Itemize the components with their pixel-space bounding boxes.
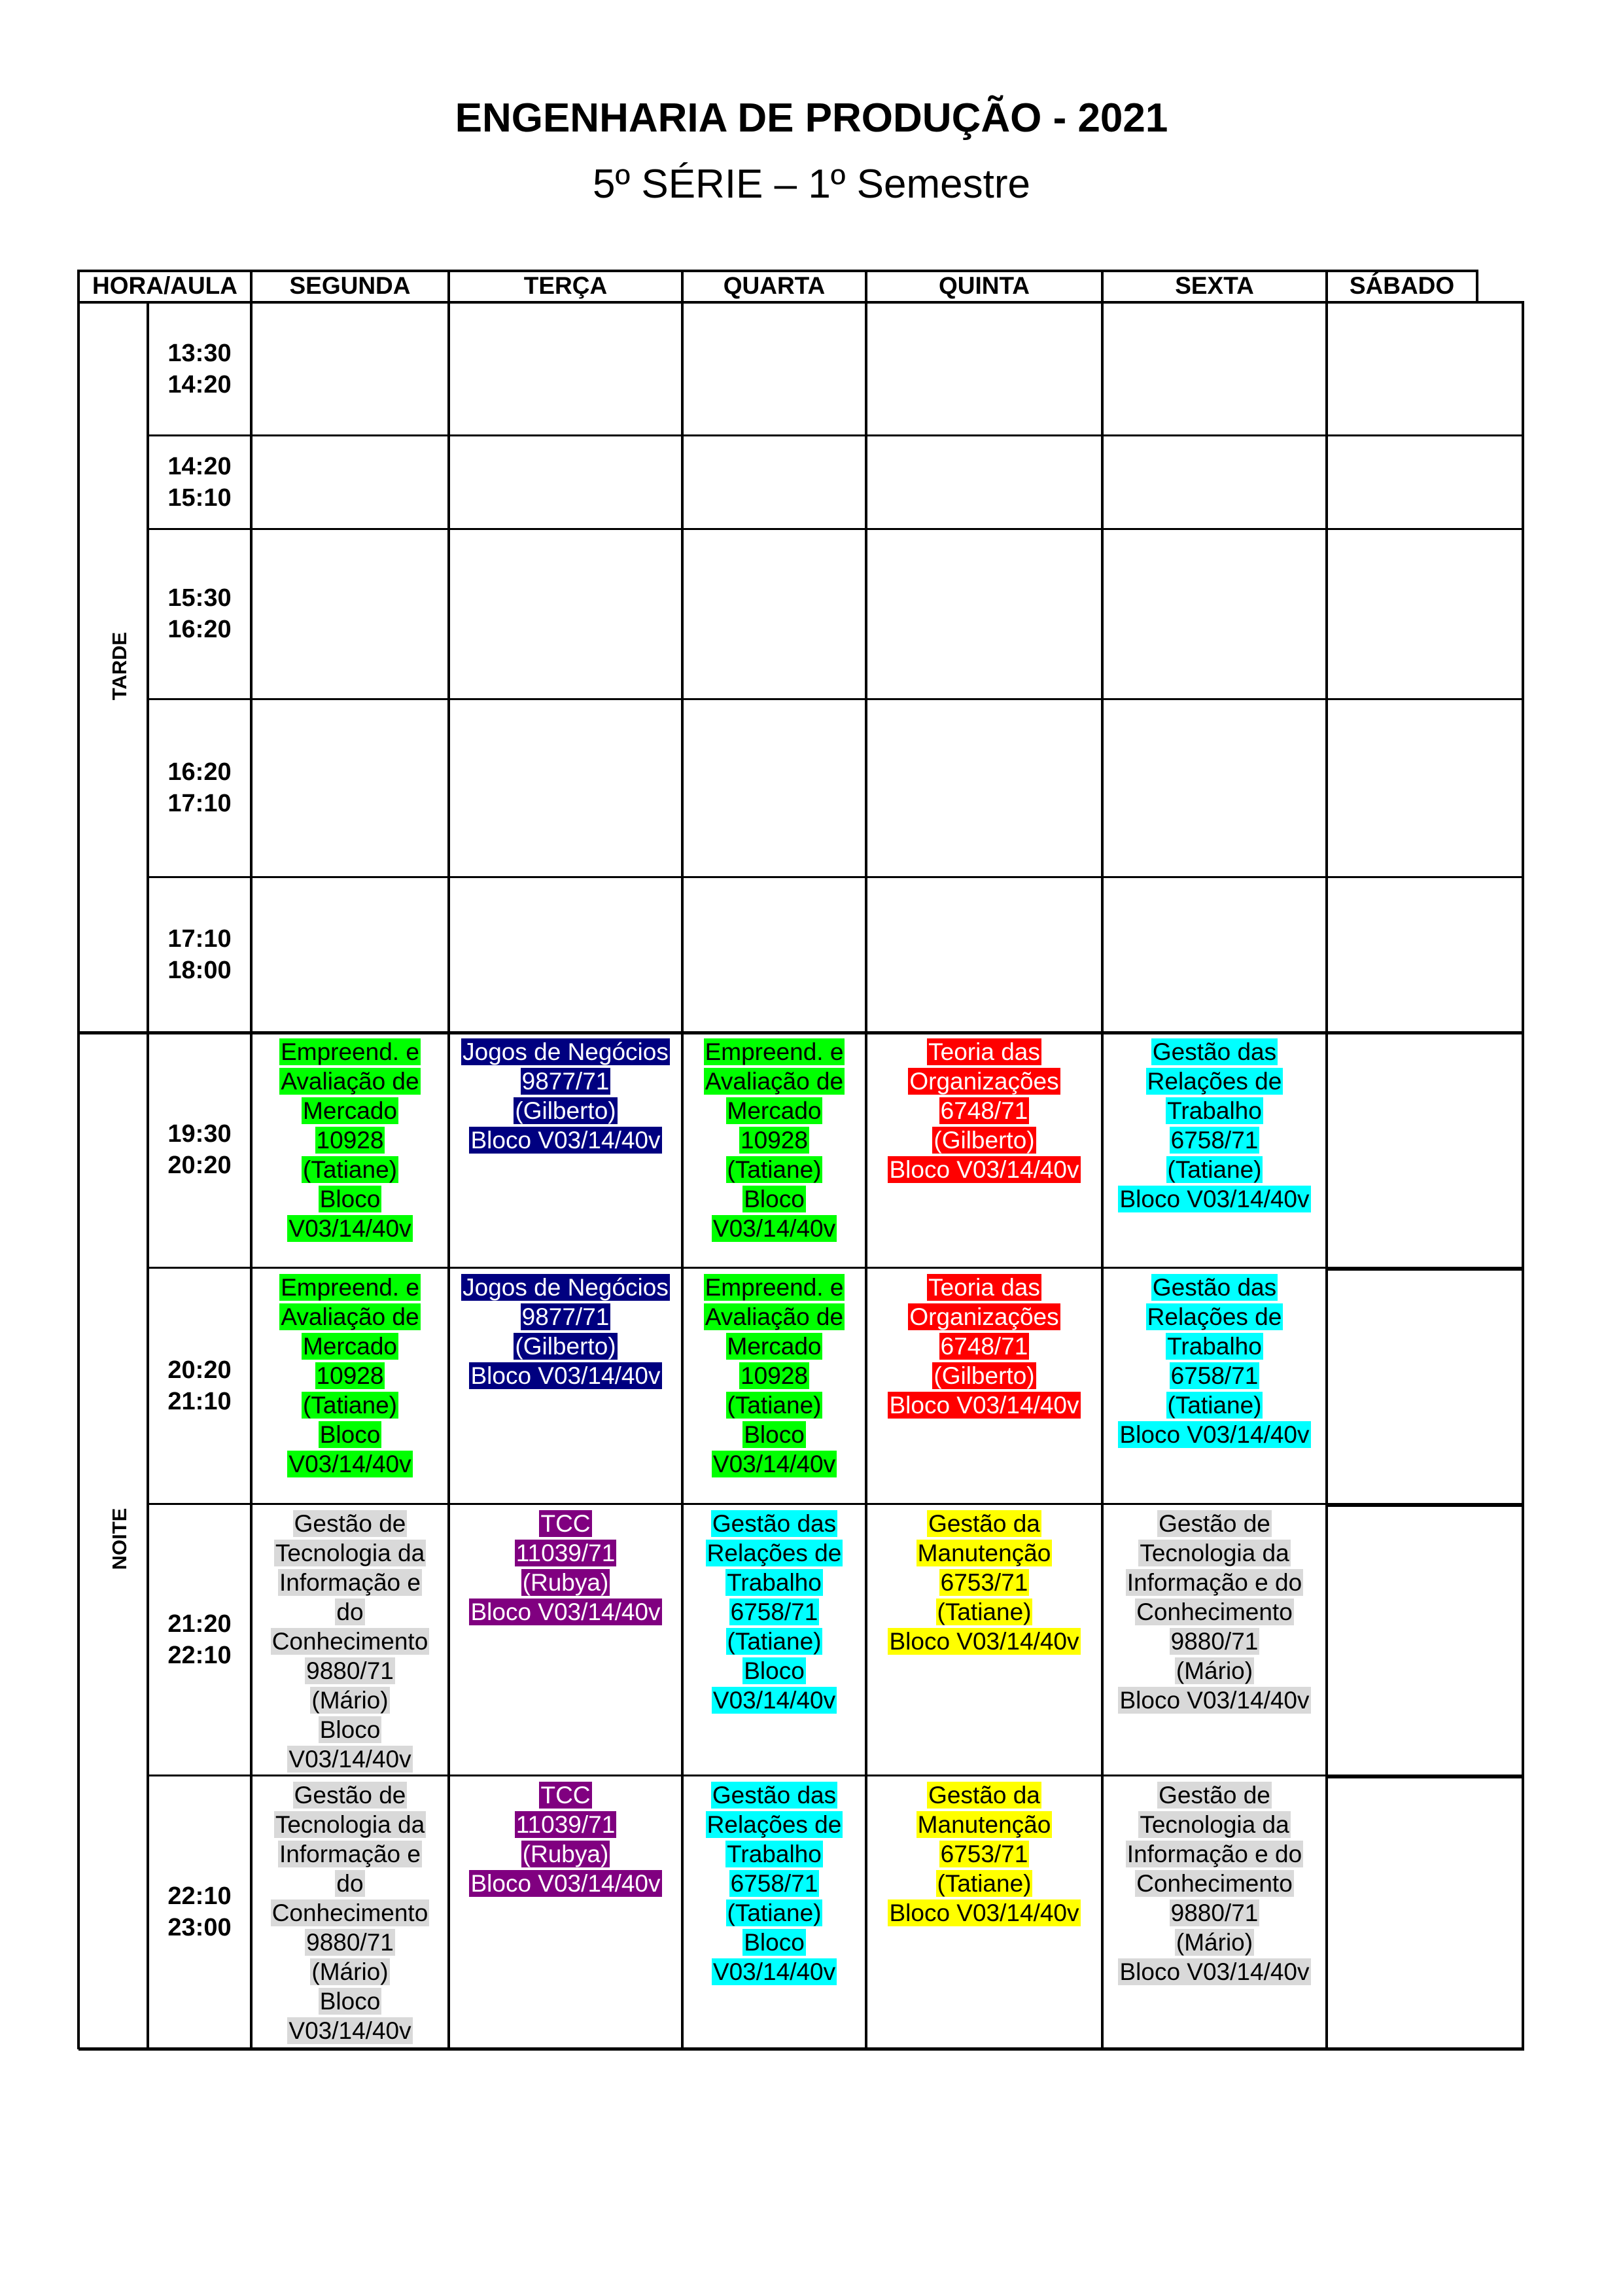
class-line: Empreend. e bbox=[281, 1038, 419, 1065]
time-slot-3 bbox=[148, 756, 251, 819]
row-line-6 bbox=[148, 1267, 1524, 1269]
saturday-row-line-2 bbox=[1327, 1776, 1524, 1778]
class-line: (Tatiane) bbox=[727, 1156, 822, 1183]
class-line: TCC bbox=[540, 1782, 591, 1809]
class-line: Bloco V03/14/40v bbox=[470, 1362, 661, 1389]
class-line: Gestão da bbox=[928, 1782, 1040, 1809]
class-line: Bloco bbox=[319, 1716, 381, 1743]
class-line: V03/14/40v bbox=[712, 1958, 836, 1985]
header-quarta: QUARTA bbox=[723, 272, 826, 299]
time-end: 15:10 bbox=[167, 484, 232, 512]
class-line: Informação e bbox=[279, 1841, 421, 1867]
class-cell bbox=[1105, 1780, 1324, 2045]
class-line: Mercado bbox=[727, 1333, 822, 1360]
class-cell bbox=[254, 1037, 446, 1265]
class-cell bbox=[869, 1273, 1100, 1501]
row-line-2 bbox=[148, 528, 1524, 530]
class-line: Empreend. e bbox=[281, 1274, 419, 1301]
time-end: 17:10 bbox=[167, 790, 232, 817]
class-line: (Gilberto) bbox=[934, 1127, 1035, 1154]
row-line-5 bbox=[79, 1031, 1524, 1034]
time-slot-5 bbox=[148, 1118, 251, 1181]
class-cell bbox=[685, 1780, 864, 2045]
class-line: Informação e do bbox=[1126, 1569, 1302, 1596]
class-line: Gestão das bbox=[1152, 1274, 1277, 1301]
class-line: Avaliação de bbox=[281, 1303, 419, 1330]
class-line: Gestão da bbox=[928, 1510, 1040, 1537]
class-line: Mercado bbox=[303, 1097, 397, 1124]
class-line: Trabalho bbox=[1167, 1333, 1262, 1360]
header-terça: TERÇA bbox=[523, 272, 608, 299]
saturday-row-line-0 bbox=[1327, 1269, 1524, 1271]
class-cell bbox=[451, 1037, 680, 1265]
class-line: Informação e bbox=[279, 1569, 421, 1596]
class-line: V03/14/40v bbox=[712, 1451, 836, 1477]
class-line: (Tatiane) bbox=[727, 1899, 822, 1926]
day-col-divider-6 bbox=[1522, 301, 1524, 2049]
class-cell bbox=[254, 1273, 446, 1501]
class-line: Relações de bbox=[1147, 1068, 1282, 1095]
row-line-1 bbox=[148, 434, 1524, 436]
class-line: do bbox=[336, 1598, 364, 1625]
class-line: 9880/71 bbox=[1170, 1628, 1259, 1655]
class-line: V03/14/40v bbox=[288, 1215, 411, 1242]
class-line: (Tatiane) bbox=[303, 1392, 397, 1419]
class-line: Empreend. e bbox=[705, 1274, 844, 1301]
class-line: Manutenção bbox=[917, 1811, 1051, 1838]
class-line: Mercado bbox=[727, 1097, 822, 1124]
time-end: 21:10 bbox=[167, 1387, 232, 1415]
time-start: 13:30 bbox=[167, 339, 232, 367]
class-line: 10928 bbox=[741, 1362, 808, 1389]
class-line: Manutenção bbox=[917, 1540, 1051, 1566]
time-end: 20:20 bbox=[167, 1152, 232, 1179]
class-line: Bloco bbox=[319, 1186, 381, 1212]
class-line: Trabalho bbox=[1167, 1097, 1262, 1124]
class-line: Avaliação de bbox=[705, 1303, 844, 1330]
day-col-divider-4 bbox=[1101, 301, 1104, 2049]
header-sexta: SEXTA bbox=[1175, 272, 1254, 299]
class-line: Conhecimento bbox=[1136, 1598, 1293, 1625]
header-segunda: SEGUNDA bbox=[289, 272, 411, 299]
class-line: Organizações bbox=[909, 1068, 1059, 1095]
saturday-row-line-1 bbox=[1327, 1505, 1524, 1507]
class-line: (Tatiane) bbox=[1167, 1392, 1262, 1419]
class-line: 6753/71 bbox=[940, 1569, 1028, 1596]
class-line: 6748/71 bbox=[940, 1333, 1028, 1360]
class-line: 6758/71 bbox=[730, 1870, 818, 1897]
class-line: Bloco V03/14/40v bbox=[470, 1870, 661, 1897]
time-start: 19:30 bbox=[167, 1120, 232, 1148]
class-line: 11039/71 bbox=[515, 1540, 616, 1566]
time-slot-7 bbox=[148, 1608, 251, 1671]
class-line: Bloco V03/14/40v bbox=[889, 1392, 1079, 1419]
time-start: 14:20 bbox=[167, 452, 232, 480]
class-line: (Mário) bbox=[311, 1687, 389, 1714]
class-line: (Gilberto) bbox=[515, 1097, 616, 1124]
class-line: V03/14/40v bbox=[288, 1451, 411, 1477]
class-line: 10928 bbox=[316, 1362, 384, 1389]
class-line: Conhecimento bbox=[1136, 1870, 1293, 1897]
period-label-night: NOITE bbox=[108, 1508, 131, 1570]
class-line: V03/14/40v bbox=[712, 1215, 836, 1242]
time-end: 23:00 bbox=[167, 1913, 232, 1941]
class-line: (Rubya) bbox=[522, 1569, 609, 1596]
class-line: Gestão de bbox=[294, 1782, 406, 1809]
class-line: Empreend. e bbox=[705, 1038, 844, 1065]
class-line: Bloco V03/14/40v bbox=[470, 1598, 661, 1625]
page-subtitle: 5º SÉRIE – 1º Semestre bbox=[592, 162, 1030, 207]
class-line: Conhecimento bbox=[271, 1899, 428, 1926]
class-line: Gestão das bbox=[712, 1782, 837, 1809]
class-line: Bloco bbox=[319, 1421, 381, 1448]
class-line: Teoria das bbox=[928, 1038, 1040, 1065]
class-cell bbox=[685, 1273, 864, 1501]
class-line: 6758/71 bbox=[730, 1598, 818, 1625]
class-line: Teoria das bbox=[928, 1274, 1040, 1301]
row-line-4 bbox=[148, 876, 1524, 878]
class-line: Conhecimento bbox=[271, 1628, 428, 1655]
class-line: Gestão de bbox=[1159, 1782, 1270, 1809]
class-line: Bloco V03/14/40v bbox=[1119, 1958, 1310, 1985]
class-line: 9877/71 bbox=[521, 1068, 610, 1095]
time-start: 21:20 bbox=[167, 1610, 232, 1638]
class-line: (Tatiane) bbox=[937, 1870, 1032, 1897]
row-line-9 bbox=[79, 2047, 1524, 2051]
row-line-8 bbox=[148, 1775, 1524, 1776]
class-line: Informação e do bbox=[1126, 1841, 1302, 1867]
class-line: TCC bbox=[540, 1510, 591, 1537]
class-line: (Rubya) bbox=[522, 1841, 609, 1867]
class-line: Bloco V03/14/40v bbox=[1119, 1186, 1310, 1212]
class-line: (Mário) bbox=[1176, 1657, 1253, 1684]
time-end: 22:10 bbox=[167, 1641, 232, 1669]
class-line: Relações de bbox=[707, 1540, 842, 1566]
class-line: Bloco bbox=[744, 1421, 805, 1448]
class-line: 10928 bbox=[741, 1127, 808, 1154]
class-line: 9880/71 bbox=[306, 1657, 394, 1684]
class-line: Bloco V03/14/40v bbox=[470, 1127, 661, 1154]
class-line: (Mário) bbox=[311, 1958, 389, 1985]
time-start: 20:20 bbox=[167, 1356, 232, 1384]
time-end: 16:20 bbox=[167, 616, 232, 643]
class-line: Bloco V03/14/40v bbox=[889, 1899, 1079, 1926]
time-end: 14:20 bbox=[167, 370, 232, 398]
day-col-divider-3 bbox=[865, 301, 867, 2049]
header-sábado: SÁBADO bbox=[1349, 272, 1455, 299]
class-line: (Mário) bbox=[1176, 1929, 1253, 1956]
class-line: (Tatiane) bbox=[1167, 1156, 1262, 1183]
class-cell bbox=[1105, 1509, 1324, 1773]
time-slot-8 bbox=[148, 1881, 251, 1943]
class-line: Tecnologia da bbox=[1140, 1540, 1289, 1566]
class-line: do bbox=[336, 1870, 364, 1897]
class-line: Organizações bbox=[909, 1303, 1059, 1330]
class-line: (Gilberto) bbox=[934, 1362, 1035, 1389]
class-cell bbox=[1105, 1273, 1324, 1501]
class-cell bbox=[869, 1037, 1100, 1265]
class-line: Mercado bbox=[303, 1333, 397, 1360]
row-line-0 bbox=[79, 302, 1524, 304]
time-slot-6 bbox=[148, 1354, 251, 1417]
time-start: 22:10 bbox=[167, 1882, 232, 1910]
class-line: Tecnologia da bbox=[275, 1811, 425, 1838]
class-line: Bloco V03/14/40v bbox=[1119, 1687, 1310, 1714]
page-title: ENGENHARIA DE PRODUÇÃO - 2021 bbox=[455, 96, 1168, 141]
header-hora-aula: HORA/AULA bbox=[92, 272, 237, 299]
class-line: Bloco V03/14/40v bbox=[1119, 1421, 1310, 1448]
time-slot-0 bbox=[148, 338, 251, 400]
class-cell bbox=[685, 1037, 864, 1265]
class-line: Tecnologia da bbox=[275, 1540, 425, 1566]
class-line: 6758/71 bbox=[1170, 1127, 1259, 1154]
class-line: 9877/71 bbox=[521, 1303, 610, 1330]
class-line: V03/14/40v bbox=[288, 2017, 411, 2044]
class-cell bbox=[254, 1509, 446, 1773]
class-line: (Tatiane) bbox=[303, 1156, 397, 1183]
class-line: Bloco bbox=[744, 1929, 805, 1956]
time-start: 17:10 bbox=[167, 925, 232, 953]
class-line: (Tatiane) bbox=[727, 1392, 822, 1419]
class-line: Trabalho bbox=[727, 1841, 822, 1867]
class-line: Bloco V03/14/40v bbox=[889, 1156, 1079, 1183]
class-line: Gestão das bbox=[712, 1510, 837, 1537]
time-start: 15:30 bbox=[167, 584, 232, 612]
class-line: Relações de bbox=[1147, 1303, 1282, 1330]
class-line: 6758/71 bbox=[1170, 1362, 1259, 1389]
class-line: 9880/71 bbox=[1170, 1899, 1259, 1926]
class-cell bbox=[869, 1509, 1100, 1773]
class-cell bbox=[451, 1273, 680, 1501]
time-start: 16:20 bbox=[167, 758, 232, 786]
day-col-divider-1 bbox=[447, 301, 450, 2049]
header-quinta: QUINTA bbox=[938, 272, 1030, 299]
time-end: 18:00 bbox=[167, 956, 232, 984]
class-line: Relações de bbox=[707, 1811, 842, 1838]
class-line: Trabalho bbox=[727, 1569, 822, 1596]
period-label-afternoon: TARDE bbox=[108, 631, 131, 701]
class-cell bbox=[869, 1780, 1100, 2045]
day-col-divider-5 bbox=[1325, 301, 1328, 2049]
class-line: Bloco bbox=[744, 1657, 805, 1684]
row-line-3 bbox=[148, 698, 1524, 700]
class-line: (Tatiane) bbox=[727, 1628, 822, 1655]
class-line: 6753/71 bbox=[940, 1841, 1028, 1867]
class-line: 9880/71 bbox=[306, 1929, 394, 1956]
class-line: (Tatiane) bbox=[937, 1598, 1032, 1625]
class-line: Tecnologia da bbox=[1140, 1811, 1289, 1838]
class-line: 11039/71 bbox=[515, 1811, 616, 1838]
time-slot-1 bbox=[148, 451, 251, 514]
time-slot-4 bbox=[148, 923, 251, 986]
class-line: V03/14/40v bbox=[288, 1746, 411, 1773]
day-col-divider-2 bbox=[681, 301, 684, 2049]
class-cell bbox=[451, 1509, 680, 1773]
class-line: Gestão de bbox=[1159, 1510, 1270, 1537]
class-line: Bloco bbox=[744, 1186, 805, 1212]
class-line: Jogos de Negócios bbox=[462, 1274, 669, 1301]
class-cell bbox=[685, 1509, 864, 1773]
time-slot-2 bbox=[148, 582, 251, 645]
class-line: 10928 bbox=[316, 1127, 384, 1154]
class-line: Bloco V03/14/40v bbox=[889, 1628, 1079, 1655]
class-line: Bloco bbox=[319, 1988, 381, 2015]
class-line: Avaliação de bbox=[281, 1068, 419, 1095]
class-line: Gestão de bbox=[294, 1510, 406, 1537]
class-line: V03/14/40v bbox=[712, 1687, 836, 1714]
class-line: Avaliação de bbox=[705, 1068, 844, 1095]
class-cell bbox=[254, 1780, 446, 2045]
class-line: (Gilberto) bbox=[515, 1333, 616, 1360]
class-cell bbox=[451, 1780, 680, 2045]
class-cell bbox=[1105, 1037, 1324, 1265]
table-left-border bbox=[77, 301, 80, 2049]
class-line: Jogos de Negócios bbox=[462, 1038, 669, 1065]
class-line: Gestão das bbox=[1152, 1038, 1277, 1065]
row-line-7 bbox=[148, 1503, 1524, 1505]
class-line: 6748/71 bbox=[940, 1097, 1028, 1124]
